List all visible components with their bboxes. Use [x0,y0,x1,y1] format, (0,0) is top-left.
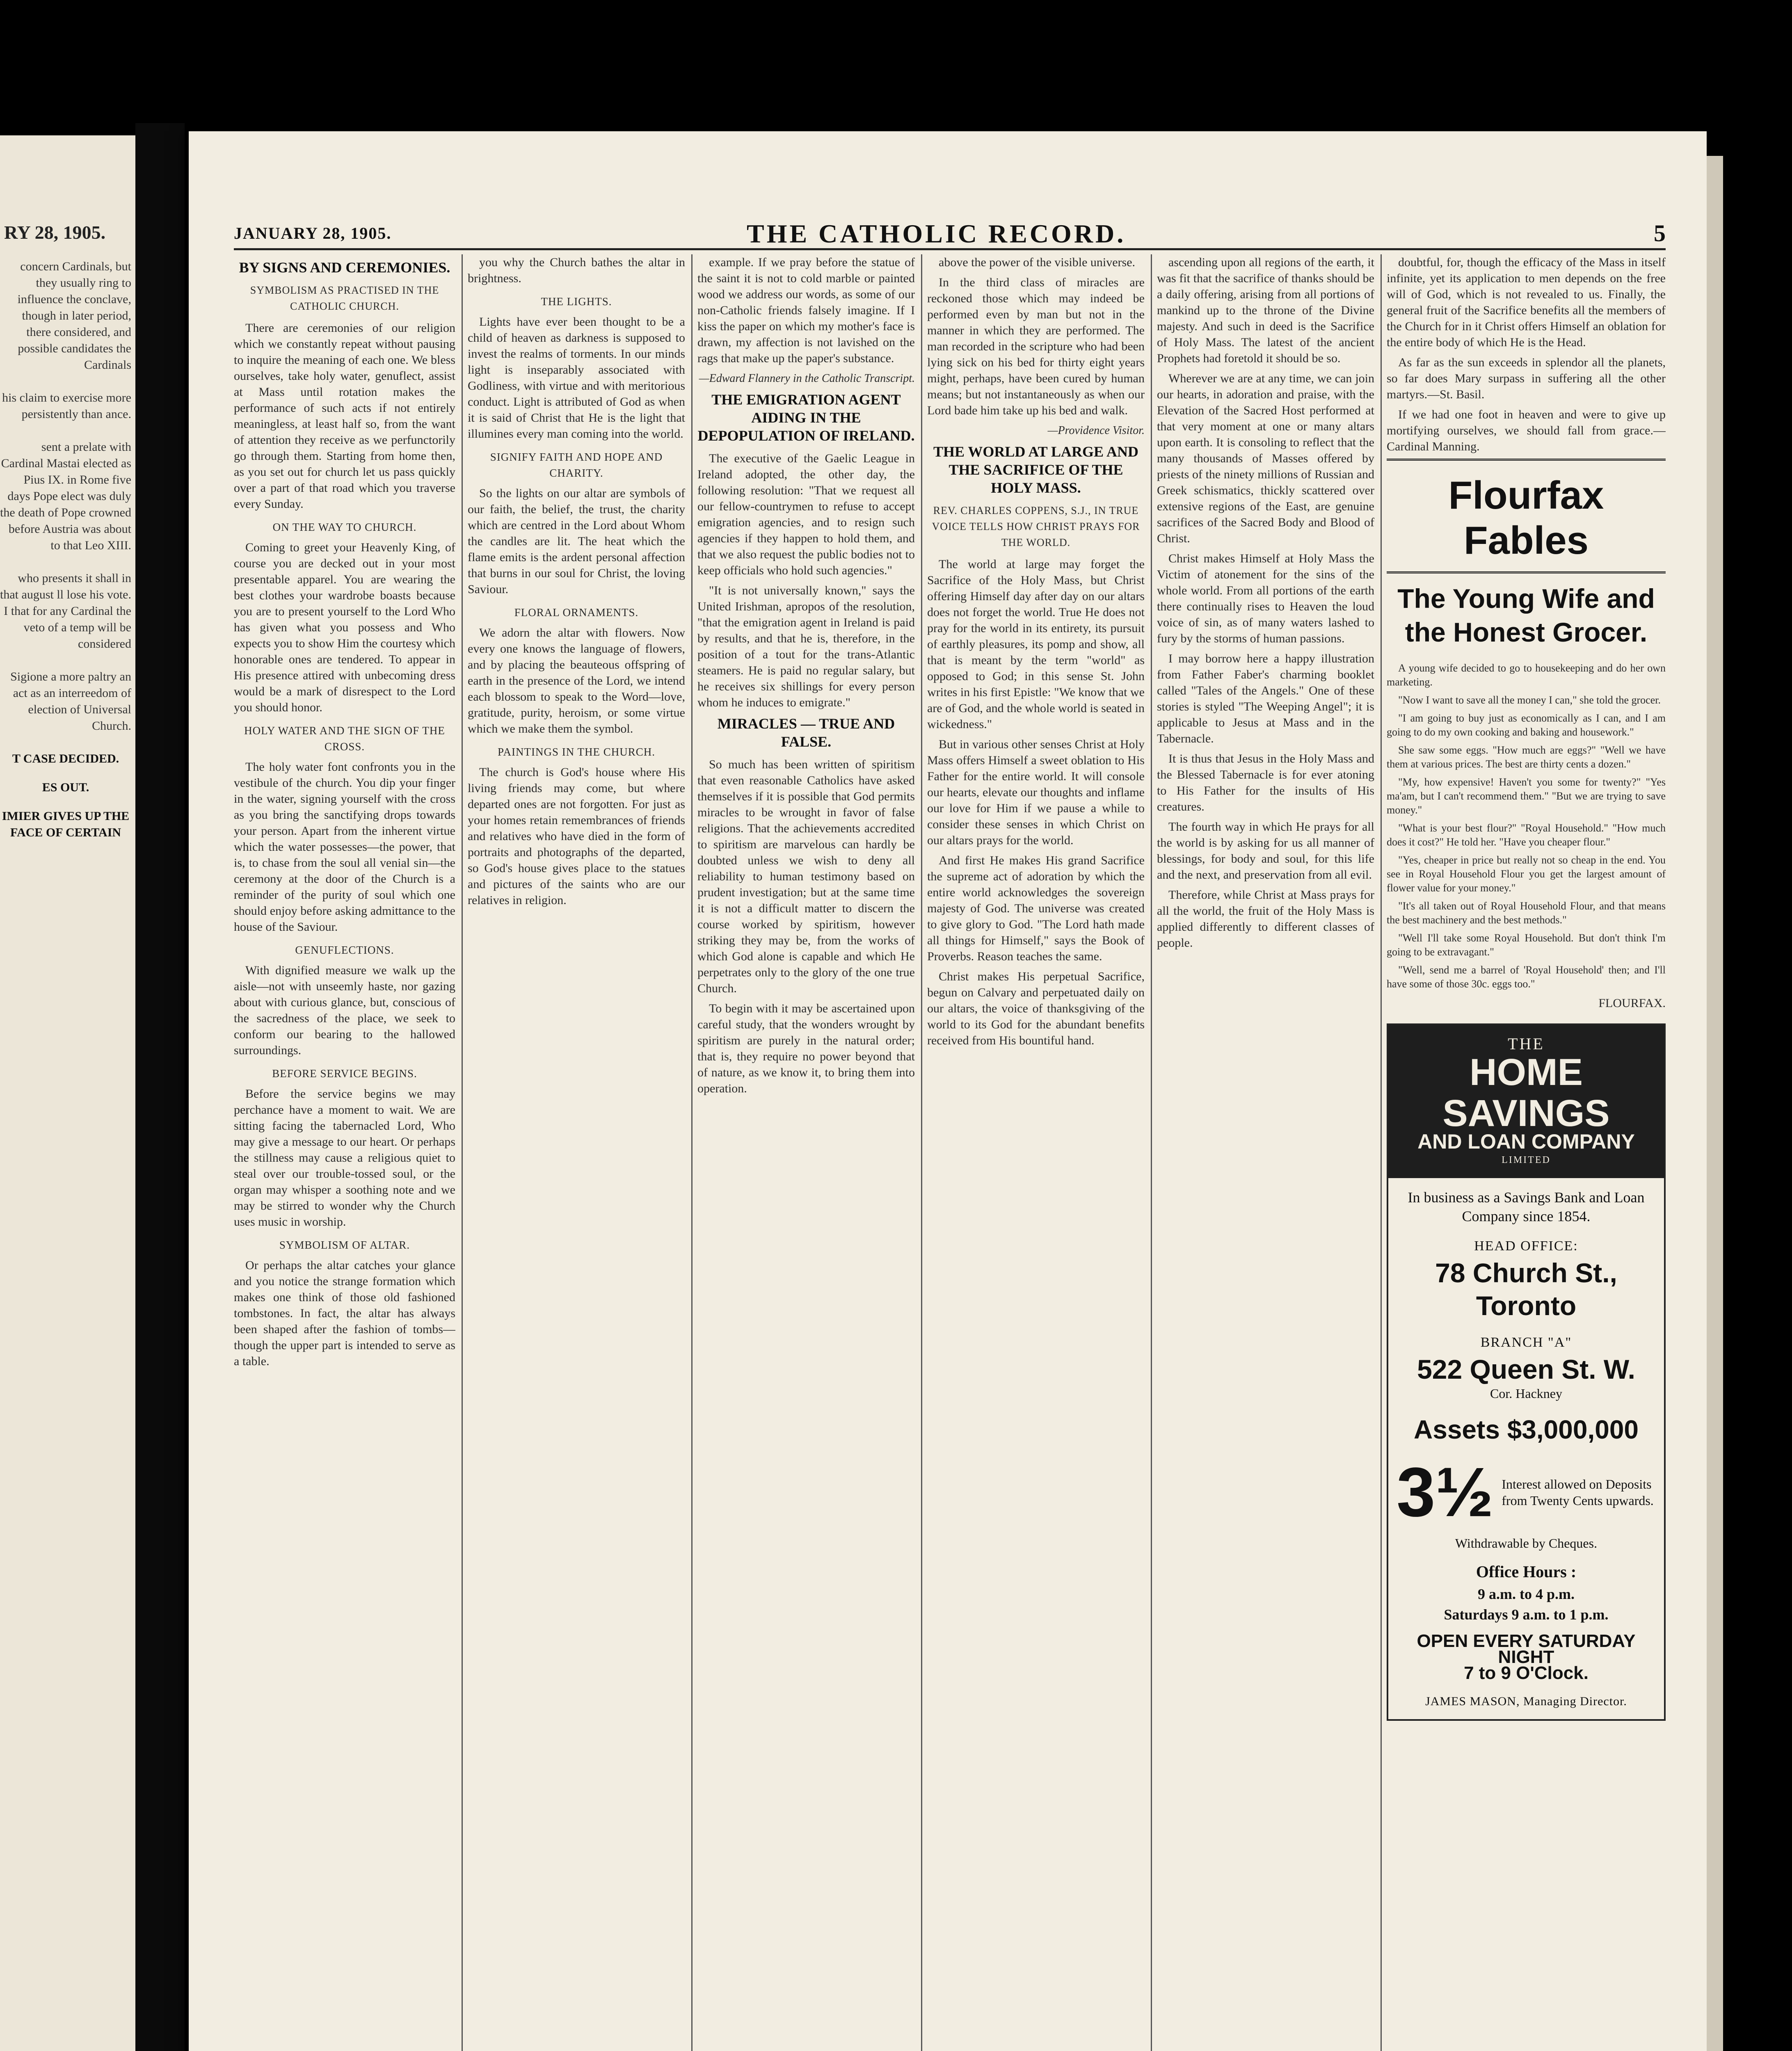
left-section-title: T CASE DECIDED. [12,752,119,765]
left-section-title-2: ES OUT. [42,781,89,794]
article-paragraph: And first He makes His grand Sacrifice the supreme act of adoration by which the entire world acknowledges the sovereign majesty of God. The universe was created to give glory to God. "The Lord hath made all things for Himself," says the Book of Proverbs. Reason teaches the same. [927,854,1145,963]
flourfax-paragraph: "It's all taken out of Royal Household Flour, and that means the best machinery and the best methods." [1387,900,1666,926]
section-heading: FLORAL ORNAMENTS. [514,606,639,619]
flourfax-signature: FLOURFAX. [1598,996,1666,1010]
article-paragraph: ascending upon all regions of the earth, it was fit that the sacrifice of thanks should be a daily offering, arising from all portions of mankind up to the throne of the Divine majesty. And such in deed is the Sacrifice of Holy Mass. The latest of the ancient Prophets had foretold it should be so. [1157,256,1374,365]
section-heading: HOLY WATER AND THE SIGN OF THE CROSS. [244,724,445,753]
article-title: THE EMIGRATION AGENT AIDING IN THE DEPOPULATION OF IRELAND. [697,391,915,444]
left-paragraph: his claim to exercise more persistently than ance. [2,391,131,421]
column-1 [234,254,455,2051]
column-rule [1381,254,1382,2051]
article-paragraph: In the third class of miracles are reckoned those which may indeed be performed even by man but not in the manner in which they are performed. The man recorded in the scripture who had been lying sick on his bed for thirty eight years might, perhaps, have been cured by human means; but not instantaneously as when our Lord bade him take up his bed and walk. [927,276,1145,417]
article-paragraph: If we had one foot in heaven and were to give up mortifying ourselves, we should fall from grace.—Cardinal Manning. [1387,408,1666,453]
article-paragraph: you why the Church bathes the altar in brightness. [468,256,685,285]
withdrawable-note: Withdrawable by Cheques. [1455,1536,1598,1551]
article-paragraph: So much has been written of spiritism that even reasonable Catholics have asked themselves if it is possible that God permits miracles to be wrought in favor of false religions. That the achievements accredited to spiritism are marvelous can hardly be doubted unless we wish to deny all reliability to human testimony based on prudent investigation; but at the same time it is not a difficult matter to discern the course worked by spiritism, however striking they may be, from the works of which God alone is capable and which He perpetrates only to the glory of the one true Church. [697,758,915,995]
left-page-header: RY 28, 1905. [4,222,106,243]
page-gutter [135,123,185,2051]
article-paragraph: The church is God's house where His living friends may come, but where departed ones are not forgotten. For just as your homes retain remembrances of friends and relatives who have died in the form of portraits and photographs of the departed, so God's house gives place to the statues and pictures of the saints who are our relatives in religion. [468,765,685,907]
issue-date: JANUARY 28, 1905. [234,224,392,242]
flourfax-paragraph: "What is your best flour?" "Royal Household." "How much does it cost?" He told her. "Have you cheaper flour." [1387,822,1666,848]
head-office-label: HEAD OFFICE: [1474,1238,1578,1254]
column-rule [921,254,922,2051]
branch-label: BRANCH "A" [1480,1335,1572,1350]
flourfax-header-box [1387,459,1666,573]
article-title: BY SIGNS AND CEREMONIES. [239,259,450,276]
flourfax-paragraph: "I am going to buy just as economically as I can, and I am going to do my own cooking and baking and housework." [1387,712,1666,738]
office-hours-label: Office Hours : [1476,1562,1577,1581]
column-3 [697,254,915,2051]
flourfax-paragraph: A young wife decided to go to housekeeping and do her own marketing. [1387,662,1666,688]
flourfax-paragraph: "My, how expensive! Haven't you some for twenty?" "Yes ma'am, but I can't recommend them." "But we are trying to save money." [1387,776,1666,816]
article-credit: —Providence Visitor. [1047,424,1145,437]
left-paragraph: sent a prelate with Cardinal Mastai elected as Pius IX. in Rome five days Pope elect was duly the death of Pope crowned before Austria was about to that Leo XIII. [0,440,131,552]
home-savings-ad [1387,1023,1666,1721]
newspaper-page [189,131,1707,2051]
column-5 [1157,254,1374,2051]
article-subtitle: SYMBOLISM AS PRACTISED IN THE CATHOLIC CHURCH. [250,284,439,312]
article-title: MIRACLES — TRUE AND FALSE. [717,715,895,750]
article-paragraph: above the power of the visible universe. [939,256,1136,269]
flourfax-paragraph: She saw some eggs. "How much are eggs?" "Well we have them at various prices. The best are thirty cents a dozen." [1387,744,1666,770]
article-paragraph: doubtful, for, though the efficacy of the Mass in itself infinite, yet its application to men depends on the free will of God, which is not revealed to us. Finally, the general fruit of the Sacrifice benefits all the members of the Church for in it Christ offers Himself an oblation for the entire body of which He is the Head. [1387,256,1666,349]
article-paragraph: "It is not universally known," says the United Irishman, apropos of the resolution, "that the emigration agent in Ireland is paid by results, and that he is, therefore, in the position of a tout for the trans-Atlantic steamers. He is paid no regular salary, but he receives six shillings for every person whom he induces to emigrate." [697,584,915,709]
article-paragraph: There are ceremonies of our religion which we constantly repeat without pausing to inquire the meaning of each one. We bless ourselves, take holy water, genuflect, assist at Mass until rotation makes the performance of such acts if not entirely meaningless, at least half so, from the want of attention they receive as we perfunctorily go through them. Starting from home then, as you set out for church let us pass quickly over a part of that road which you traverse every Sunday. [234,321,455,511]
article-paragraph: The fourth way in which He prays for all the world is by asking for us all manner of blessings, for body and soul, for this life and the next, and preservation from all evil. [1157,820,1374,882]
interest-rate: 3½ [1397,1453,1494,1531]
page-number: 5 [1654,220,1666,247]
interest-text: Interest allowed on Deposits from Twenty Cents upwards. [1502,1477,1654,1508]
column-4 [927,254,1145,2051]
open-saturday-night: OPEN EVERY SATURDAY NIGHT [1417,1631,1636,1667]
article-paragraph: Coming to greet your Heavenly King, of course you are decked out in your most presentable apparel. You are wearing the best clothes your wardrobe boasts because you are to present yourself to the Lord Who has given what you possess and Who expects you to show Him the courtesy which honorable ones are tendered. To appear in His presence attired with unbecoming dress would be a mark of disrespect to the Lord you should honor. [234,541,455,714]
flourfax-paragraph: "Well, send me a barrel of 'Royal Household' then; and I'll have some of those 30c. eggs too." [1387,964,1666,990]
left-section-subtitle: IMIER GIVES UP THE FACE OF CERTAIN [2,809,130,839]
office-hours-weekday: 9 a.m. to 4 p.m. [1478,1586,1575,1602]
article-paragraph: But in various other senses Christ at Holy Mass offers Himself a sweet oblation to His Father for the entire world. It will console our hearts, elevate our thoughts and inflame our love for Him if we pause a while to consider these senses in which Christ on our altars prays for the world. [927,738,1145,847]
column-rule [691,254,693,2051]
article-paragraph: As far as the sun exceeds in splendor all the planets, so far does Mary surpass in suffering all the other martyrs.—St. Basil. [1387,356,1666,401]
flourfax-paragraph: "Yes, cheaper in price but really not so cheap in the end. You see in Royal Household Flour you get the largest amount of flower value for your money." [1387,854,1666,894]
branch-address: 522 Queen St. W. [1417,1354,1635,1384]
article-title: THE WORLD AT LARGE AND THE SACRIFICE OF THE HOLY MASS. [933,443,1139,496]
flourfax-subtitle: The Young Wife and the Honest Grocer. [1397,583,1655,647]
bank-name: HOME SAVINGS [1442,1051,1610,1134]
flourfax-paragraph: "Well I'll take some Royal Household. But don't think I'm going to be extravagant." [1387,932,1666,958]
article-paragraph: I may borrow here a happy illustration from Father Faber's charming booklet called "Tales of the Angels." One of these stories is styled "The Weeping Angel"; it is applicable to Jesus at Mass and in the Tabernacle. [1157,652,1374,745]
column-rule [462,254,463,2051]
article-paragraph: To begin with it may be ascertained upon careful study, that the wonders wrought by spiritism are purely in the natural order; that is, they require no power beyond that of nature, as we know it, to bring them into operation. [697,1002,915,1095]
open-saturday-hours: 7 to 9 O'Clock. [1464,1663,1589,1683]
bank-assets: Assets $3,000,000 [1414,1415,1639,1444]
head-office-address: 78 Church St., Toronto [1435,1258,1617,1321]
flourfax-paragraph: "Now I want to save all the money I can," she told the grocer. [1398,694,1661,706]
page-header [234,215,1666,250]
article-paragraph: Before the service begins we may perchance have a moment to wait. We are sitting facing the tabernacled Lord, Who may give a message to our heart. Or perhaps the stillness may cause a religious quiet to steal over our trouble-tossed soul, or the organ may whisper a soothing note and we may be stirred to wonder why the Church uses music in worship. [234,1087,455,1229]
section-heading: BEFORE SERVICE BEGINS. [272,1067,417,1080]
article-paragraph: We adorn the altar with flowers. Now every one knows the language of flowers, and by placing the beauteous offspring of earth in the presence of the Lord, we intend each blossom to speak to the Word—love, gratitude, purity, heroism, or some virtue which we make them the symbol. [468,626,685,735]
bank-manager: JAMES MASON, Managing Director. [1425,1695,1627,1708]
section-heading: SYMBOLISM OF ALTAR. [279,1239,410,1251]
masthead-title: THE CATHOLIC RECORD. [747,219,1126,248]
article-paragraph: Therefore, while Christ at Mass prays for all the world, the fruit of the Holy Mass is applied differently to different classes of people. [1157,888,1374,950]
flourfax-title: Flourfax Fables [1448,473,1604,562]
section-heading: ON THE WAY TO CHURCH. [272,521,417,533]
article-paragraph: Christ makes Himself at Holy Mass the Victim of atonement for the sins of the whole world. From all portions of the earth there continually rises to Heaven the loud voice of sin, as of many waters lashed to fury by the storms of human passions. [1157,552,1374,645]
article-paragraph: With dignified measure we walk up the aisle—not with unseemly haste, nor gazing about with curious glance, but, conscious of the sacredness of the place, we seek to conform our bearing to the hallowed surroundings. [234,964,455,1057]
article-paragraph: So the lights on our altar are symbols of our faith, the belief, the trust, the charity which are centred in the Lord about Whom the candles are lit. The heat which the flame emits is the ardent personal affection that burns in our soul for Christ, the loving Saviour. [468,486,685,596]
article-paragraph: example. If we pray before the statue of the saint it is not to cold marble or painted wood we address our words, as some of our non-Catholic friends falsely imagine. If I kiss the paper on which my mother's face is drawn, my affection is not lavished on the rags that make up the paper's substance. [697,256,915,365]
article-paragraph: Christ makes His perpetual Sacrifice, begun on Calvary and perpetuated daily on our altars, the voice of thanksgiving of the world to its God for the abundant benefits received from His bountiful hand. [927,970,1145,1047]
page-edge [1707,156,1723,2051]
office-hours-saturday: Saturdays 9 a.m. to 1 p.m. [1444,1606,1609,1623]
article-subtitle: REV. CHARLES COPPENS, S.J., IN TRUE VOICE TELLS HOW CHRIST PRAYS FOR THE WORLD. [932,505,1140,548]
bank-intro: In business as a Savings Bank and Loan Company since 1854. [1408,1189,1645,1224]
article-paragraph: Or perhaps the altar catches your glance and you notice the strange formation which makes one think of those old fashioned tombstones. In fact, the altar has always been shaped after the fashion of tombs—though the upper part is intended to serve as a table. [234,1258,455,1368]
section-heading: GENUFLECTIONS. [295,944,394,956]
bank-company: AND LOAN COMPANY [1417,1130,1635,1153]
article-credit: —Edward Flannery in the Catholic Transcript. [699,372,915,385]
article-paragraph: It is thus that Jesus in the Holy Mass and the Blessed Tabernacle is for ever atoning to His Father for the insults of His creatures. [1157,752,1374,813]
column-6 [1387,254,1666,2051]
bank-ad-banner [1388,1025,1664,1178]
section-heading: SIGNIFY FAITH AND HOPE AND CHARITY. [490,451,663,479]
section-heading: PAINTINGS IN THE CHURCH. [497,746,656,758]
interest-rate-block [1397,1453,1656,1531]
left-paragraph: concern Cardinals, but they usually ring to influence the conclave, though in later period, there considered, and possible candidates the Cardinals [17,260,131,372]
left-facing-page [0,135,135,2051]
left-paragraph: who presents it shall in that august ll lose his vote. I that for any Cardinal the veto of a temp will be considered [0,571,131,651]
bank-limited: LIMITED [1502,1155,1551,1165]
left-page-text [0,258,131,853]
column-rule [1151,254,1152,2051]
article-paragraph: The executive of the Gaelic League in Ireland adopted, the other day, the following resolution: "That we request all our fellow-countrymen to refuse to accept emigration agencies, and to resign such agencies if they happen to hold them, and that we also request the public bodies not to keep officials who hold such agencies." [697,452,915,577]
section-heading: THE LIGHTS. [541,295,612,308]
bank-the: THE [1508,1035,1545,1053]
column-2 [468,254,685,2051]
article-paragraph: The world at large may forget the Sacrifice of the Holy Mass, but Christ offering Himself day after day on our altars does not forget the world. True He does not pray for the world in its entirety, its pursuit of earthly pleasures, its pomp and show, all that is meant by the term "world" as opposed to God; in this sense St. John writes in his first Epistle: "We know that we are of God, and the whole world is seated in wickedness." [927,557,1145,731]
article-paragraph: The holy water font confronts you in the vestibule of the church. You dip your finger in the water, signing yourself with the cross as you bring the sanctifying drops towards your person. Apart from the inherent virtue which the water possesses—the power, that is, to chase from the soul all venial sin—the ceremony at the door of the Church is a reminder of the purity of soul which one should enjoy before asking admittance to the house of the Saviour. [234,760,455,934]
left-paragraph: Sigione a more paltry an act as an interreedom of election of Universal Church. [10,670,131,733]
article-paragraph: Lights have ever been thought to be a child of heaven as darkness is supposed to invest the realms of torments. In our minds light is inseparably associated with Godliness, with virtue and with meritorious conduct. Light is attributed of God as when it is said of Christ that He is the light that illumines every man coming into the world. [468,315,685,441]
article-paragraph: Wherever we are at any time, we can join our hearts, in adoration and praise, with the Elevation of the Sacred Host performed at that very moment at one or many altars upon earth. It is consoling to reflect that the many thousands of Masses offered by priests of the ninety millions of Russian and Greek schismatics, thickly scattered over extensive regions of the East, are genuine sacrifices of the Sacred Body and Blood of Christ. [1157,372,1374,545]
branch-corner: Cor. Hackney [1490,1386,1562,1401]
bank-ad-body [1388,1178,1664,1719]
